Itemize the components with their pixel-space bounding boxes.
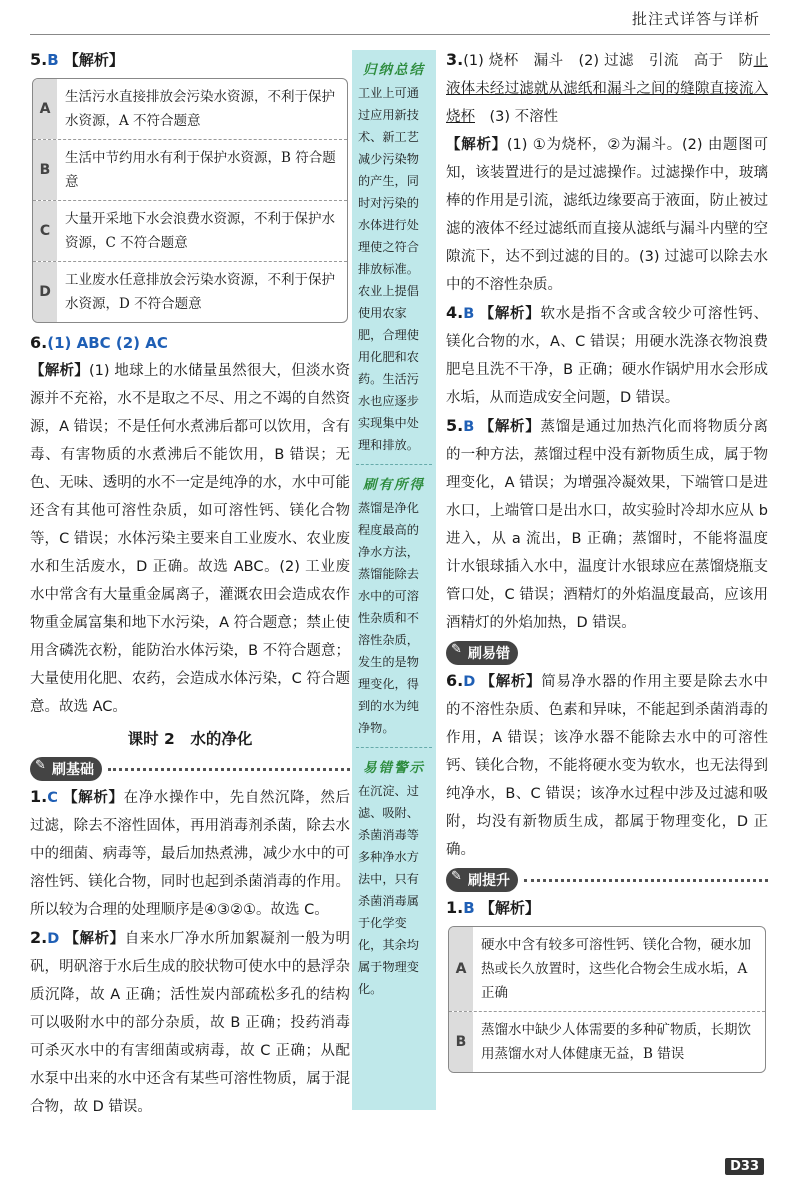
q3-text: (1) ①为烧杯，②为漏斗。(2) 由题图可知，该装置进行的是过滤操作。过滤操作中，玻璃棒的作用是引流，滤纸边缘要高于液面，防止被过滤的液体不经过滤纸而直接从滤纸与漏斗内壁的空隙流下，达不到过滤的目的。(3) 过滤可以除去水中的不溶性杂质。 [446, 137, 769, 293]
tag-gain: 刷有所得 [363, 477, 425, 493]
brush-error-badge: ✎ 刷易错 [446, 641, 518, 665]
gain-text: 蒸馏是净化程度最高的净水方法，蒸馏能除去水中的可溶性杂质和不溶性杂质，发生的是物理变化，得到的水为纯净物。 [358, 501, 419, 735]
right-column [446, 46, 768, 1079]
header-rule [30, 34, 770, 35]
q6-text: (1) 地球上的水储量虽然很大，但淡水资源并不充裕，水不是取之不尽、用之不竭的自然资源，A 错误；不是任何水煮沸后都可以饮用，含有毒、有害物质的水煮沸后不能饮用，B 错误；无色、无味、透明的水不一定是纯净的水，水中可能还含有其他可溶性杂质，如可溶性钙、镁化合物等，C 错误；水体污染主要来自工业废水、农业废水和生活废水，D 正确。故选 ABC。(2) 工业废水中常含有大量重金属离子，灌溉农田会造成农作物重金属富集和地下水污染，A 符合题意；禁止使用含磷洗衣粉，能防治水体污染，B 不符合题意；大量使用化肥、农药，会造成水体污染，C 符合题意。故选 AC。 [30, 363, 350, 715]
warning-text: 在沉淀、过滤、吸附、杀菌消毒等多种净水方法中，只有杀菌消毒属于化学变化，其余均属于物理变化。 [358, 784, 419, 996]
option-letter: A [33, 79, 57, 139]
q5-answer: B [47, 51, 59, 69]
option-letter: A [449, 927, 473, 1011]
q6-label: 【解析】 [30, 363, 89, 379]
r6-text: 简易净水器的作用主要是除去水中的不溶性杂质、色素和异味，不能起到杀菌消毒的作用，A 错误；该净水器不能除去水中的可溶性钙、镁化合物，不能将硬水变为软水，也无法得到纯净水，B、C 错误；该净水过程中涉及过滤和吸附，均没有新物质生成，都属于物理变化，D 正确。 [446, 674, 769, 858]
r5-text: 蒸馏是通过加热汽化而将物质分离的一种方法，蒸馏过程中没有新物质生成，属于物理变化，A 错误；为增强冷凝效果，下端管口是进水口，上端管口是出水口，故实验时冷却水应从 b 进入，从 a 流出，B 正确；蒸馏时，不能将温度计水银球插入水中，温度计水银球应在蒸馏烧瓶支管口处，C 错误；酒精灯的外焰温度最高，应该用酒精灯的外焰加热，D 错误。 [446, 419, 769, 631]
u1-option-box [448, 926, 766, 1073]
u1-label: 【解析】 [479, 899, 540, 917]
r6-label: 【解析】 [480, 674, 542, 690]
u1-answer: B [463, 899, 475, 917]
q3-answer-2: (3) 不溶性 [475, 109, 559, 125]
left-column [30, 46, 350, 1121]
brush-up-badge: ✎ 刷提升 [446, 868, 518, 892]
option-row [449, 1012, 765, 1072]
header-title: 批注式详答与详析 [631, 10, 760, 28]
option-row [33, 79, 347, 140]
r6-num: 6. [446, 671, 464, 690]
q3-label: 【解析】 [446, 137, 507, 153]
tag-warning: 易错警示 [363, 760, 425, 776]
q6-num: 6. [30, 333, 48, 352]
option-row [449, 927, 765, 1012]
section-title: 课时 2 水的净化 [127, 730, 253, 748]
r5-explanation [446, 412, 768, 637]
option-letter: B [449, 1012, 473, 1072]
q5-head [30, 46, 350, 74]
sidebar-divider [356, 747, 432, 748]
option-letter: B [33, 140, 57, 200]
q5-option-box [32, 78, 348, 323]
option-row [33, 201, 347, 262]
r5-answer: B [463, 419, 475, 435]
q4-label: 【解析】 [479, 306, 541, 322]
q3-explanation [446, 131, 768, 299]
q3-answer-underlined: 止液体未经过滤就从滤纸和漏斗之间的缝隙直接流入烧杯 [446, 53, 768, 125]
option-row [33, 262, 347, 322]
option-text: 工业废水任意排放会污染水资源，不利于保护水资源，D 不符合题意 [65, 272, 335, 312]
q4-num: 4. [446, 303, 464, 322]
r5-num: 5. [446, 416, 464, 435]
b2-num: 2. [30, 928, 48, 947]
dotted-divider [108, 768, 350, 771]
brush-basic-badge: ✎ 刷基础 [30, 757, 102, 781]
q4-answer: B [463, 306, 475, 322]
q3-num: 3. [446, 50, 464, 69]
b2-answer: D [47, 931, 60, 947]
b2-text: 自来水厂净水所加絮凝剂一般为明矾，明矾溶于水后生成的胶状物可使水中的悬浮杂质沉降，故 A 正确；活性炭内部疏松多孔的结构可以吸附水中的部分杂质，故 B 正确；投药消毒可杀灭水中的有害细菌或病毒，故 C 正确；从配水泵中出来的水中还含有某些可溶性物质，属于混合物，故 D 错误。 [30, 931, 351, 1115]
q5-num: 5. [30, 50, 48, 69]
tag-summary: 归纳总结 [363, 62, 425, 78]
q5-label: 【解析】 [63, 51, 124, 69]
option-letter: D [33, 262, 57, 322]
option-text: 大量开采地下水会浪费水资源，不利于保护水资源，C 不符合题意 [65, 211, 335, 251]
annotation-sidebar [352, 50, 436, 1110]
sidebar-divider [356, 464, 432, 465]
b1-num: 1. [30, 787, 48, 806]
r5-label: 【解析】 [479, 419, 541, 435]
b1-text: 在净水操作中，先自然沉降，然后过滤，除去不溶性固体，再用消毒剂杀菌，除去水中的细菌、病毒等，最后加热煮沸，减少水中的可溶性钙、镁化合物，同时也起到杀菌消毒的作用。所以较为合理的处理顺序是④③②①。故选 C。 [30, 790, 351, 918]
summary-text: 工业上可通过应用新技术、新工艺减少污染物的产生，同时对污染的水体进行处理使之符合排放标准。农业上提倡使用农家肥，合理使用化肥和农药。生活污水也应逐步实现集中处理和排放。 [358, 86, 419, 452]
option-letter: C [33, 201, 57, 261]
q3-answer-1: (1) 烧杯 漏斗 (2) 过滤 引流 高于 防 [463, 53, 754, 69]
u1-head [446, 894, 768, 922]
b2-label: 【解析】 [64, 931, 125, 947]
page-number: D33 [725, 1158, 764, 1175]
b1-explanation [30, 783, 350, 924]
r6-answer: D [463, 674, 476, 690]
b2-explanation [30, 924, 350, 1121]
brush-error-banner [446, 641, 768, 665]
option-text: 硬水中含有较多可溶性钙、镁化合物，硬水加热或长久放置时，这些化合物会生成水垢，A 正确 [481, 937, 751, 1001]
q6-head [30, 329, 350, 357]
option-text: 生活污水直接排放会污染水资源，不利于保护水资源，A 不符合题意 [65, 89, 335, 129]
option-text: 生活中节约用水有利于保护水资源，B 符合题意 [65, 150, 336, 190]
u1-num: 1. [446, 898, 464, 917]
dotted-divider [524, 879, 768, 882]
r6-explanation [446, 667, 768, 864]
q6-explanation [30, 357, 350, 721]
brush-up-banner [446, 868, 768, 892]
q6-answer: (1) ABC (2) AC [47, 334, 168, 352]
brush-basic-banner [30, 757, 350, 781]
q4-explanation [446, 299, 768, 412]
b1-label: 【解析】 [63, 790, 124, 806]
q4-text: 软水是指不含或含较少可溶性钙、镁化合物的水，A、C 错误；用硬水洗涤衣物浪费肥皂且洗不干净，B 正确；硬水作锅炉用水会形成水垢，从而造成安全问题，D 错误。 [446, 306, 769, 406]
q3-answer-block [446, 46, 768, 131]
option-text: 蒸馏水中缺少人体需要的多种矿物质，长期饮用蒸馏水对人体健康无益，B 错误 [481, 1022, 751, 1062]
b1-answer: C [47, 790, 58, 806]
option-row [33, 140, 347, 201]
